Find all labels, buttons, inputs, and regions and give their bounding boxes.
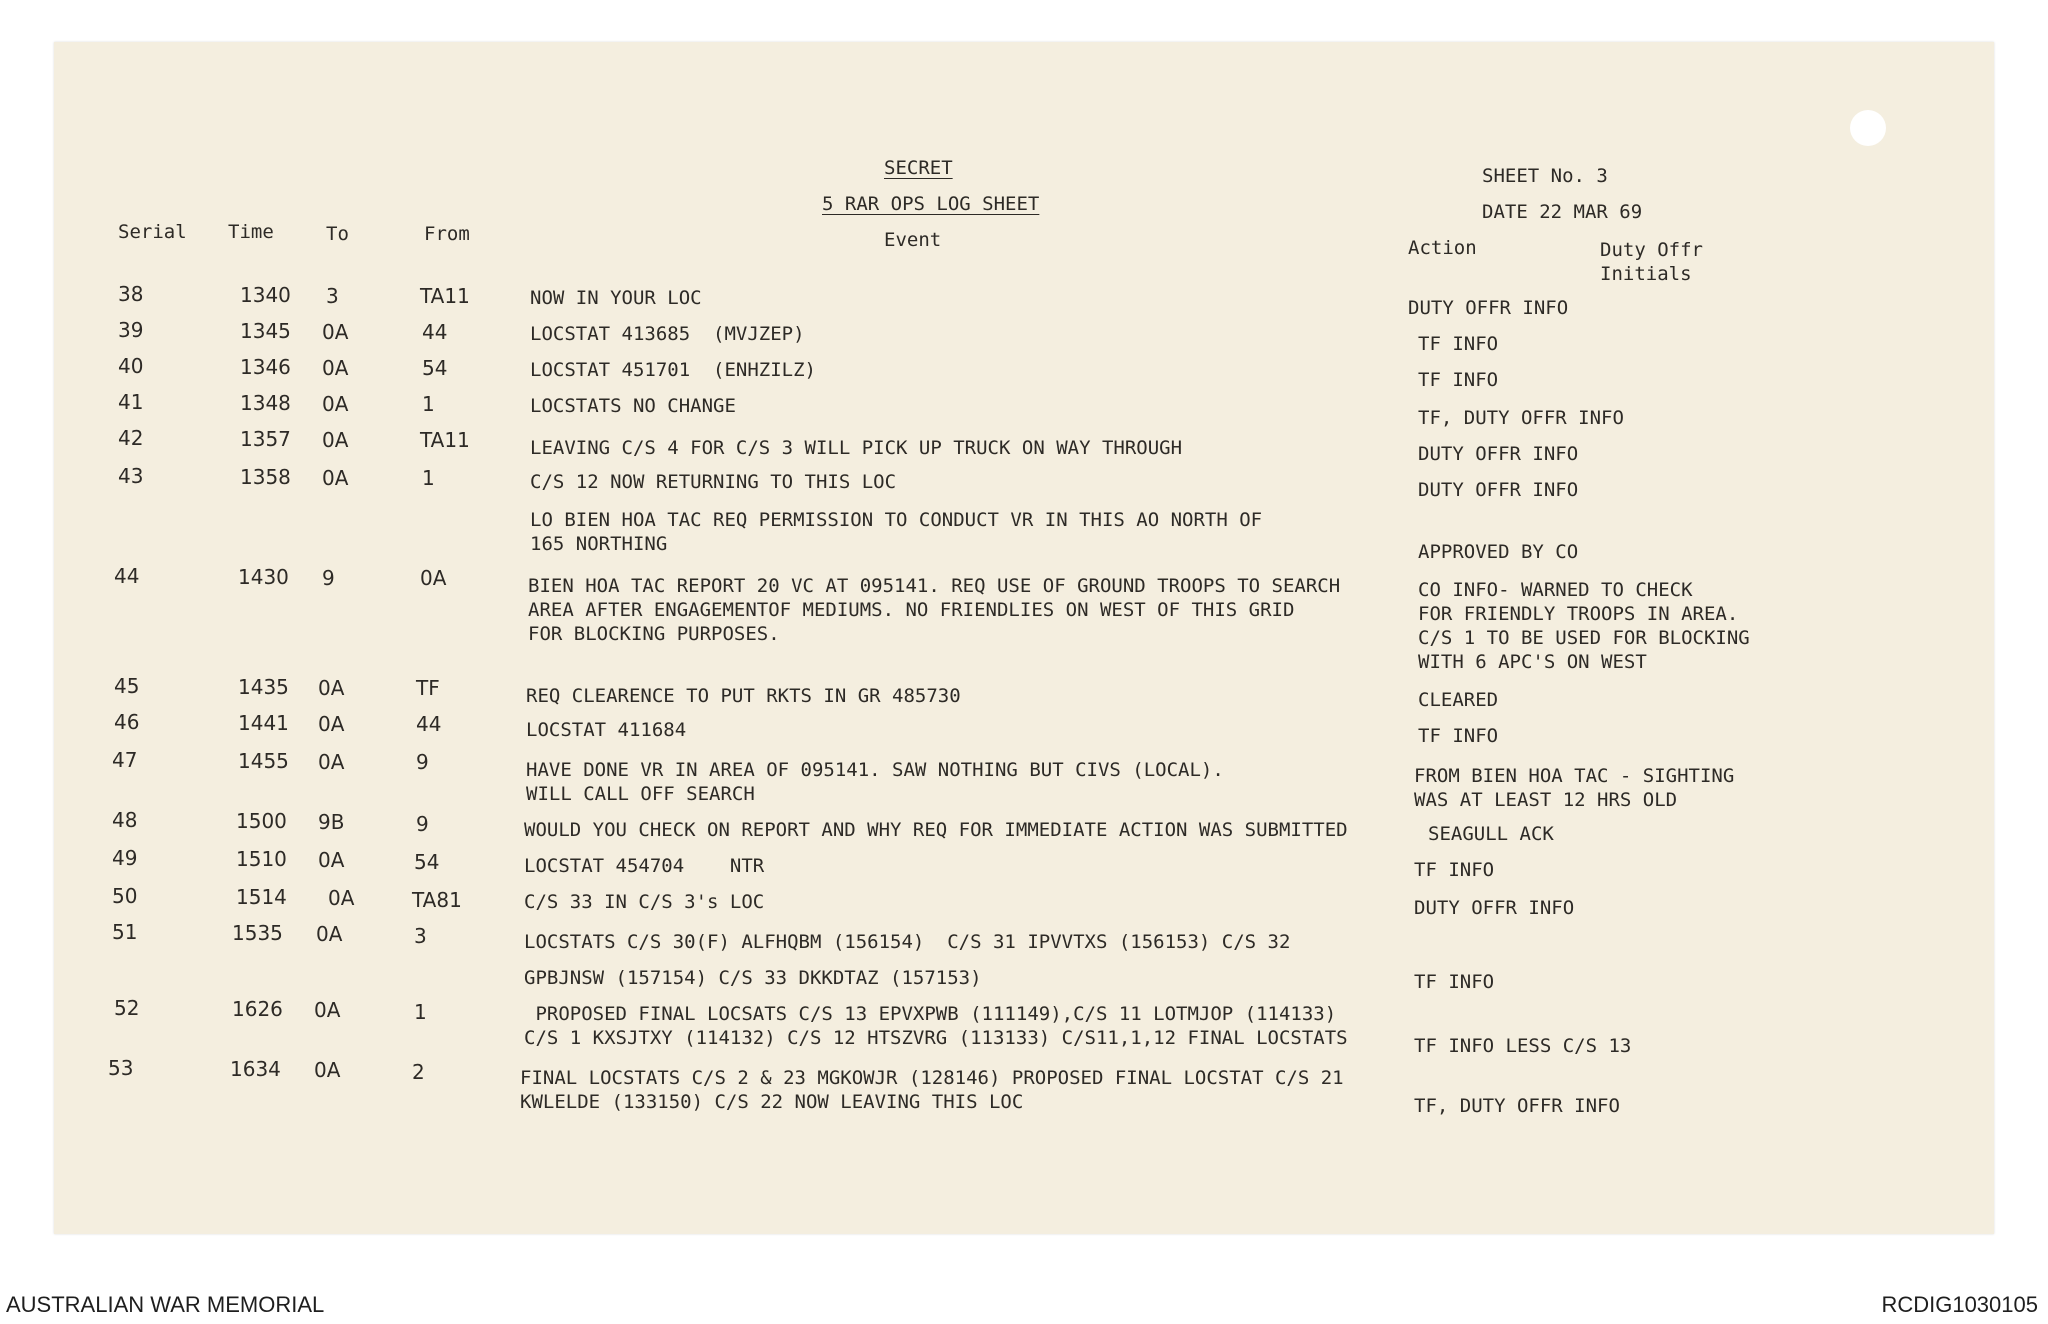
row-to: 0A	[318, 712, 345, 736]
row-event: LOCSTAT 454704 NTR	[524, 855, 765, 877]
row-action: DUTY OFFR INFO	[1418, 479, 1579, 501]
row-action: TF INFO	[1418, 725, 1499, 747]
row-event: GPBJNSW (157154) C/S 33 DKKDTAZ (157153)	[524, 967, 982, 989]
column-header-time: Time	[228, 221, 274, 243]
sheet-number: SHEET No. 3	[1482, 165, 1608, 187]
row-event: PROPOSED FINAL LOCSATS C/S 13 EPVXPWB (111149),C/S 11 LOTMJOP (114133) C/S 1 KXSJTXY (114132) C/S 12 HTSZVRG (113133) C/S11,1,12 FINAL LOCSTATS	[524, 1003, 1348, 1049]
row-serial: 39	[118, 318, 144, 342]
row-to: 0A	[318, 750, 345, 774]
row-action: TF, DUTY OFFR INFO	[1414, 1095, 1620, 1117]
row-time: 1435	[238, 675, 289, 699]
row-time: 1430	[238, 565, 289, 589]
row-action: TF INFO	[1414, 859, 1495, 881]
row-time: 1535	[232, 921, 283, 945]
row-from: TF	[416, 676, 440, 700]
row-from: 54	[414, 850, 440, 874]
punch-hole	[1850, 110, 1886, 146]
row-action: DUTY OFFR INFO	[1408, 297, 1569, 319]
row-action: FROM BIEN HOA TAC - SIGHTING WAS AT LEAST 12 HRS OLD	[1414, 765, 1735, 811]
row-from: 9	[416, 812, 429, 836]
row-serial: 50	[112, 884, 138, 908]
row-to: 9B	[318, 810, 345, 834]
row-from: 54	[422, 356, 448, 380]
row-from: 0A	[420, 566, 447, 590]
row-from: 44	[416, 712, 442, 736]
row-time: 1348	[240, 391, 291, 415]
row-from: TA11	[420, 284, 470, 308]
row-serial: 44	[114, 564, 140, 588]
row-to: 0A	[316, 922, 343, 946]
column-header-to: To	[326, 223, 349, 245]
row-serial: 40	[118, 354, 144, 378]
row-event: LOCSTAT 411684	[526, 719, 687, 741]
row-event: LOCSTAT 451701 (ENHZILZ)	[530, 359, 816, 381]
row-event: FINAL LOCSTATS C/S 2 & 23 MGKOWJR (128146) PROPOSED FINAL LOCSTAT C/S 21 KWLELDE (133150) C/S 22 NOW LEAVING THIS LOC	[520, 1067, 1344, 1113]
row-action: DUTY OFFR INFO	[1414, 897, 1575, 919]
row-to: 0A	[322, 392, 349, 416]
row-event: REQ CLEARENCE TO PUT RKTS IN GR 485730	[526, 685, 961, 707]
row-to: 0A	[318, 848, 345, 872]
row-serial: 47	[112, 748, 138, 772]
row-event: LOCSTATS NO CHANGE	[530, 395, 736, 417]
row-time: 1455	[238, 749, 289, 773]
row-to: 0A	[322, 356, 349, 380]
row-serial: 45	[114, 674, 140, 698]
row-time: 1634	[230, 1057, 281, 1081]
column-header-event: Event	[884, 229, 942, 251]
row-event: C/S 12 NOW RETURNING TO THIS LOC	[530, 471, 897, 493]
row-action: TF, DUTY OFFR INFO	[1418, 407, 1624, 429]
row-to: 0A	[328, 886, 355, 910]
row-from: TA81	[412, 888, 462, 912]
row-event: LEAVING C/S 4 FOR C/S 3 WILL PICK UP TRUCK ON WAY THROUGH	[530, 437, 1183, 459]
row-to: 9	[322, 566, 335, 590]
row-action: DUTY OFFR INFO	[1418, 443, 1579, 465]
row-event: LO BIEN HOA TAC REQ PERMISSION TO CONDUCT VR IN THIS AO NORTH OF 165 NORTHING	[530, 509, 1263, 555]
row-event: BIEN HOA TAC REPORT 20 VC AT 095141. REQ USE OF GROUND TROOPS TO SEARCH AREA AFTER ENGAGEMENTOF MEDIUMS. NO FRIENDLIES ON WEST OF THIS GRID FOR BLOCKING PURPOSES.	[528, 575, 1341, 645]
row-serial: 46	[114, 710, 140, 734]
row-serial: 48	[112, 808, 138, 832]
row-time: 1345	[240, 319, 291, 343]
row-serial: 41	[118, 390, 144, 414]
row-from: 1	[414, 1000, 427, 1024]
row-action: TF INFO LESS C/S 13	[1414, 1035, 1632, 1057]
row-action: SEAGULL ACK	[1428, 823, 1554, 845]
row-serial: 43	[118, 464, 144, 488]
row-action: APPROVED BY CO	[1418, 541, 1579, 563]
row-event: LOCSTAT 413685 (MVJZEP)	[530, 323, 805, 345]
row-to: 0A	[318, 676, 345, 700]
row-event: LOCSTATS C/S 30(F) ALFHQBM (156154) C/S 31 IPVVTXS (156153) C/S 32	[524, 931, 1291, 953]
row-from: 2	[412, 1060, 425, 1084]
row-serial: 51	[112, 920, 138, 944]
row-to: 3	[326, 284, 339, 308]
row-action: CLEARED	[1418, 689, 1499, 711]
column-header-action: Action	[1408, 237, 1477, 259]
footer-catalogue-id: RCDIG1030105	[1881, 1292, 2038, 1317]
log-title: 5 RAR OPS LOG SHEET	[822, 193, 1040, 215]
row-serial: 53	[108, 1056, 134, 1080]
row-to: 0A	[314, 1058, 341, 1082]
row-to: 0A	[314, 998, 341, 1022]
row-from: 44	[422, 320, 448, 344]
row-action: TF INFO	[1418, 333, 1499, 355]
column-header-duty-offr-initials: Duty Offr Initials	[1600, 239, 1703, 285]
row-from: 3	[414, 924, 427, 948]
row-from: TA11	[420, 428, 470, 452]
row-event: HAVE DONE VR IN AREA OF 095141. SAW NOTHING BUT CIVS (LOCAL). WILL CALL OFF SEARCH	[526, 759, 1224, 805]
row-time: 1514	[236, 885, 287, 909]
row-time: 1358	[240, 465, 291, 489]
row-action: TF INFO	[1418, 369, 1499, 391]
row-from: 9	[416, 750, 429, 774]
row-serial: 42	[118, 426, 144, 450]
row-event: WOULD YOU CHECK ON REPORT AND WHY REQ FOR IMMEDIATE ACTION WAS SUBMITTED	[524, 819, 1348, 841]
row-action: CO INFO- WARNED TO CHECK FOR FRIENDLY TROOPS IN AREA. C/S 1 TO BE USED FOR BLOCKING WITH 6 APC'S ON WEST	[1418, 579, 1750, 673]
row-action: TF INFO	[1414, 971, 1495, 993]
log-date: DATE 22 MAR 69	[1482, 201, 1643, 223]
row-to: 0A	[322, 466, 349, 490]
row-event: NOW IN YOUR LOC	[530, 287, 702, 309]
row-time: 1340	[240, 283, 291, 307]
row-time: 1346	[240, 355, 291, 379]
row-from: 1	[422, 466, 435, 490]
row-time: 1357	[240, 427, 291, 451]
row-serial: 38	[118, 282, 144, 306]
footer-institution: AUSTRALIAN WAR MEMORIAL	[6, 1292, 325, 1317]
row-serial: 49	[112, 846, 138, 870]
row-time: 1441	[238, 711, 289, 735]
row-event: C/S 33 IN C/S 3's LOC	[524, 891, 765, 913]
row-to: 0A	[322, 320, 349, 344]
column-header-serial: Serial	[118, 221, 187, 243]
column-header-from: From	[424, 223, 470, 245]
row-to: 0A	[322, 428, 349, 452]
row-time: 1510	[236, 847, 287, 871]
row-time: 1626	[232, 997, 283, 1021]
row-serial: 52	[114, 996, 140, 1020]
classification-heading: SECRET	[884, 157, 953, 179]
row-from: 1	[422, 392, 435, 416]
row-time: 1500	[236, 809, 287, 833]
